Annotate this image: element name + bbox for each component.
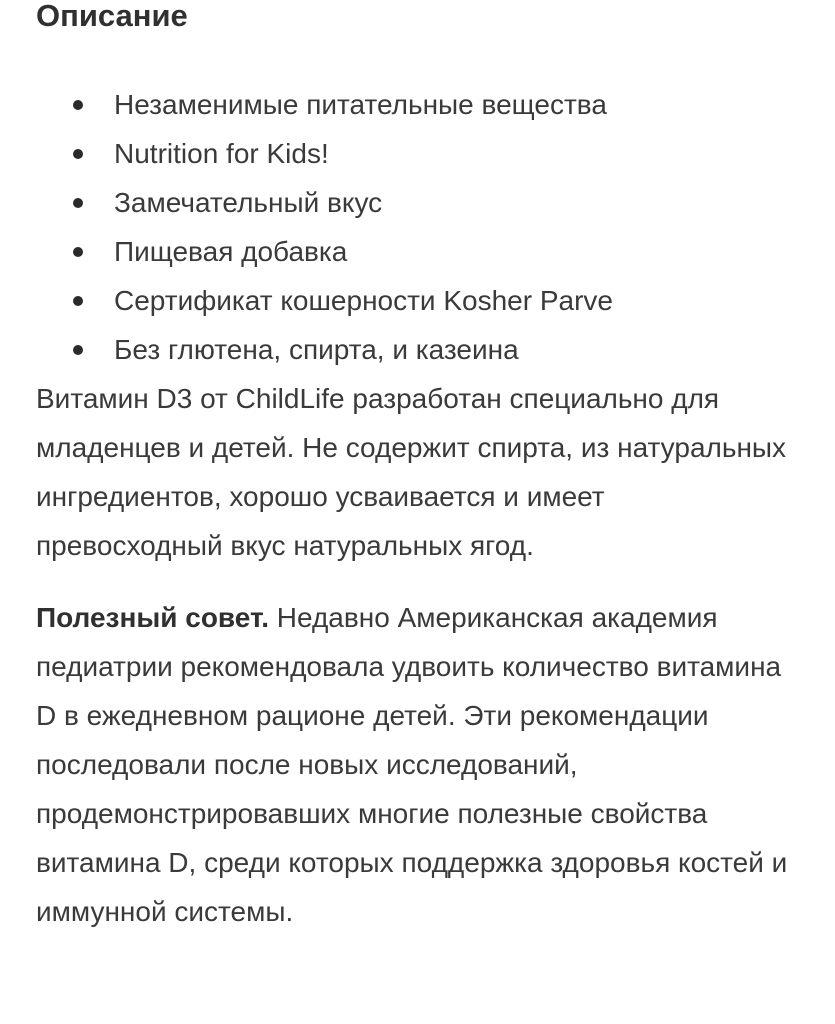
useful-tip bbox=[36, 593, 799, 936]
list-item-text: Сертификат кошерности Kosher Parve bbox=[114, 285, 613, 316]
features-list bbox=[36, 80, 799, 374]
product-description: Витамин D3 от ChildLife разработан специально для младенцев и детей. Не содержит спирта, из натуральных ингредиентов, хорошо усваивается и имеет превосходный вкус натуральных ягод. bbox=[36, 383, 787, 561]
list-item bbox=[36, 227, 799, 276]
list-item-text: Незаменимые питательные вещества bbox=[114, 89, 607, 120]
bullet-icon bbox=[73, 296, 83, 306]
list-item-text: Без глютена, спирта, и казеина bbox=[114, 334, 519, 365]
tip-text: Недавно Американская академия педиатрии рекомендовала удвоить количество витамина D в ежедневном рационе детей. Эти рекомендации последовали после новых исследований, продемонстрировавших многие полезные свойства витамина D, среди которых поддержка здоровья костей и иммунной системы. bbox=[36, 602, 788, 927]
list-item-text: Пищевая добавка bbox=[114, 236, 348, 267]
list-item bbox=[36, 276, 799, 325]
tip-label: Полезный совет. bbox=[36, 602, 270, 633]
list-item bbox=[36, 325, 799, 374]
list-item bbox=[36, 80, 799, 129]
bullet-icon bbox=[73, 149, 83, 159]
bullet-icon bbox=[73, 247, 83, 257]
section-title: Описание bbox=[36, 0, 188, 33]
bullet-icon bbox=[73, 198, 83, 208]
bullet-icon bbox=[73, 345, 83, 355]
list-item bbox=[36, 178, 799, 227]
list-item bbox=[36, 129, 799, 178]
list-item-text: Замечательный вкус bbox=[114, 187, 383, 218]
list-item-text: Nutrition for Kids! bbox=[114, 138, 329, 169]
bullet-icon bbox=[73, 100, 83, 110]
